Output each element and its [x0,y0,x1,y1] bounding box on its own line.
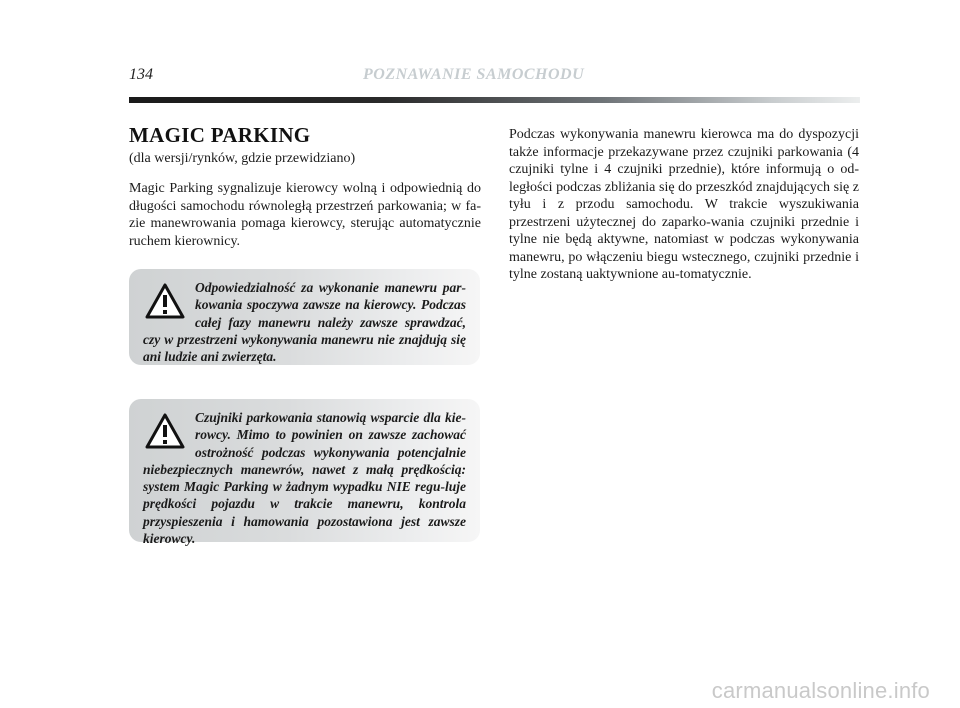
main-heading: MAGIC PARKING [129,123,311,147]
header-rule [129,97,860,103]
warning-box-sensors [129,399,480,547]
right-paragraph: Podczas wykonywania manewru kierowca ma do dyspozycji także informacje przekazywane przez czujniki parkowania (4 czujniki tylne i 4 czujniki przednie), które informują o od-ległości podczas zbliżania się do przeszkód znajdujących się z tyłu i z przodu samochodu. W trakcie wyszukiwania przestrzeni użytecznej do zaparko-wania czujniki przednie i tylne nie będą aktywne, natomiast w podczas wykonywania manewru, po włączeniu biegu wstecznego, czujniki przednie i tylne zostaną uaktywnione au-tomatycznie. [509,127,859,282]
warning-text: Odpowiedzialność za wykonanie manewru par-kowania spoczywa zawsze na kierowcy. Podczas całej fazy manewru należy zawsze sprawdzać, czy w przestrzeni wykonywania manewru nie znajdują się ani ludzie ani zwierzęta. [143,280,466,365]
page-header [129,66,859,92]
warning-text: Czujniki parkowania stanowią wsparcie dla kie-rowcy. Mimo to powinien on zawsze zachować ostrożność podczas wykonywania potencjalnie niebezpiecznych manewrów, nawet z małą prędkością: system Magic Parking w żadnym wypadku NIE regu-luje prędkości pojazdu w trakcie manewru, kontrola przyspieszenia i hamowania pozostawiona jest zawsze kierowcy. [143,410,466,547]
section-title: POZNAWANIE SAMOCHODU [363,66,585,83]
subheading: (dla wersji/rynków, gdzie przewidziano) [129,151,356,166]
warning-box-responsibility [129,269,480,365]
intro-paragraph: Magic Parking sygnalizuje kierowcy wolną i odpowiednią do długości samochodu równoległą przestrzeń parkowania; w fa-zie manewrowania pomaga kierowcy, sterując automatycznie ruchem kierownicy. [129,181,481,249]
left-column [129,122,481,250]
watermark: carmanualsonline.info [711,678,930,703]
page-number: 134 [129,66,153,83]
warning-triangle-icon [145,413,185,449]
right-column [509,126,859,284]
warning-triangle-icon [145,283,185,319]
